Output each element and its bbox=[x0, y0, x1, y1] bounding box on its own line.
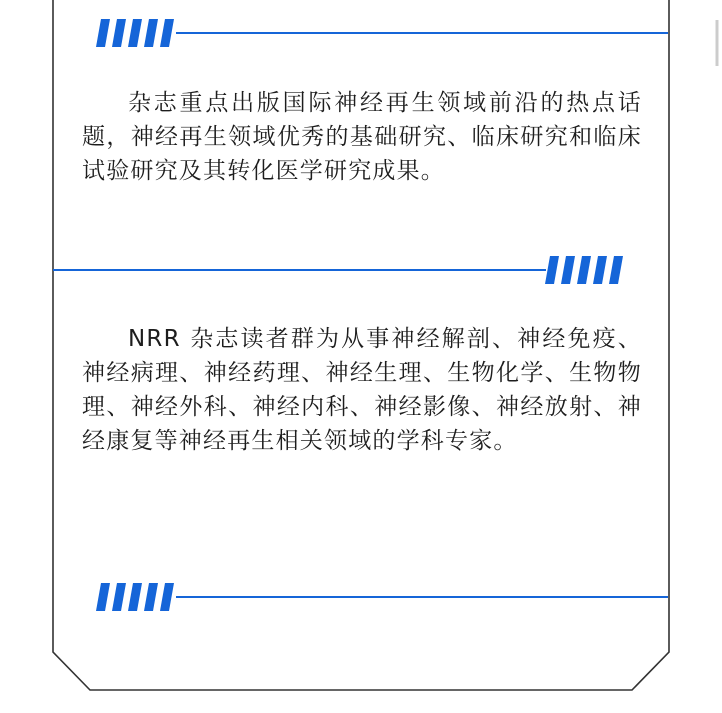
stripe-decoration-top bbox=[96, 19, 178, 47]
stripe-decoration-middle bbox=[545, 256, 627, 284]
intro-paragraph: 杂志重点出版国际神经再生领域前沿的热点话题，神经再生领域优秀的基础研究、临床研究和临床试验研究及其转化医学研究成果。 bbox=[82, 90, 642, 184]
readership-paragraph: NRR 杂志读者群为从事神经解剖、神经免疫、神经病理、神经药理、神经生理、生物化学、生物物理、神经外科、神经内科、神经影像、神经放射、神经康复等神经再生相关领域的学科专家。 bbox=[82, 326, 642, 454]
stripe-decoration-bottom bbox=[96, 583, 178, 611]
